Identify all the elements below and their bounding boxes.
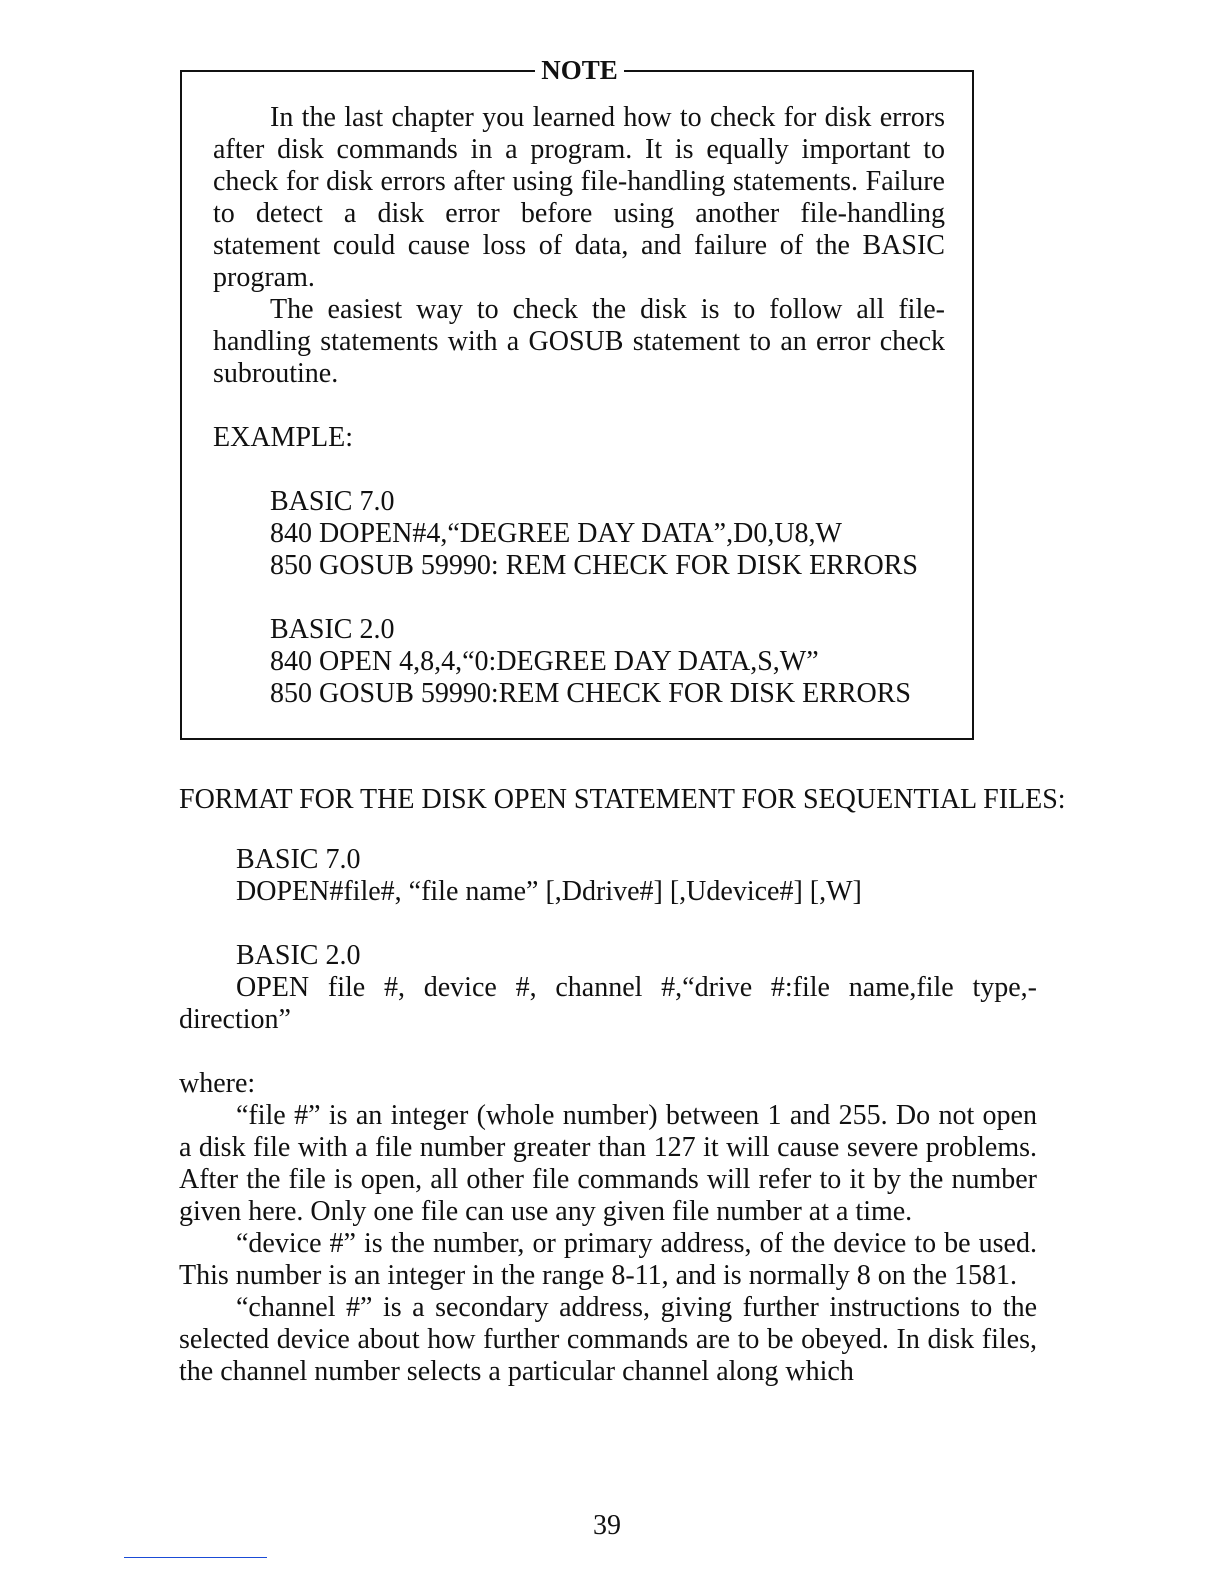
example-basic7-line-2: 850 GOSUB 59990: REM CHECK FOR DISK ERRORS bbox=[270, 550, 918, 581]
format-heading: FORMAT FOR THE DISK OPEN STATEMENT FOR SEQUENTIAL FILES: bbox=[179, 784, 1066, 815]
example-basic7-label: BASIC 7.0 bbox=[270, 486, 395, 517]
bottom-rule bbox=[124, 1557, 267, 1558]
note-body bbox=[213, 102, 945, 390]
note-paragraph-2: The easiest way to check the disk is to follow all file-handling statements with a GOSUB statement to an error check subroutine. bbox=[213, 294, 945, 389]
channel-number-definition: “channel #” is a secondary address, giving further instructions to the selected device about how further commands are to be obeyed. In disk files, the channel number selects a particular channel along which bbox=[179, 1292, 1037, 1387]
where-label: where: bbox=[179, 1068, 256, 1099]
note-paragraph-1: In the last chapter you learned how to check for disk errors after disk commands in a program. It is equally important to check for disk errors after using file-handling statements. Failure to detect a disk error before using another file-handling statement could cause loss of data, and failure of the BASIC program. bbox=[213, 102, 945, 293]
example-basic2-label: BASIC 2.0 bbox=[270, 614, 395, 645]
example-basic7 bbox=[270, 486, 918, 582]
example-label: EXAMPLE: bbox=[213, 422, 353, 453]
page-number: 39 bbox=[593, 1510, 621, 1541]
device-number-definition: “device #” is the number, or primary address, of the device to be used. This number is an integer in the range 8-11, and is normally 8 on the 1581. bbox=[179, 1228, 1037, 1291]
example-basic7-line-1: 840 DOPEN#4,“DEGREE DAY DATA”,D0,U8,W bbox=[270, 518, 842, 549]
syntax-basic7-label: BASIC 7.0 bbox=[236, 844, 361, 875]
note-title: NOTE bbox=[541, 55, 618, 85]
file-number-definition: “file #” is an integer (whole number) between 1 and 255. Do not open a disk file with a file number greater than 127 it will cause severe problems. After the file is open, all other file commands will refer to it by the number given here. Only one file can use any given file number at a time. bbox=[179, 1100, 1037, 1227]
example-basic2-line-1: 840 OPEN 4,8,4,“0:DEGREE DAY DATA,S,W” bbox=[270, 646, 819, 677]
syntax-basic7-line: DOPEN#file#, “file name” [,Ddrive#] [,Udevice#] [,W] bbox=[236, 876, 862, 907]
example-basic2 bbox=[270, 614, 911, 710]
definitions bbox=[179, 1100, 1037, 1388]
example-basic2-line-2: 850 GOSUB 59990:REM CHECK FOR DISK ERRORS bbox=[270, 678, 911, 709]
syntax-basic2-label: BASIC 2.0 bbox=[236, 940, 361, 971]
syntax-basic7 bbox=[236, 844, 862, 908]
syntax-basic2-line: OPEN file #, device #, channel #,“drive #:file name,file type,-direction” bbox=[179, 972, 1037, 1035]
